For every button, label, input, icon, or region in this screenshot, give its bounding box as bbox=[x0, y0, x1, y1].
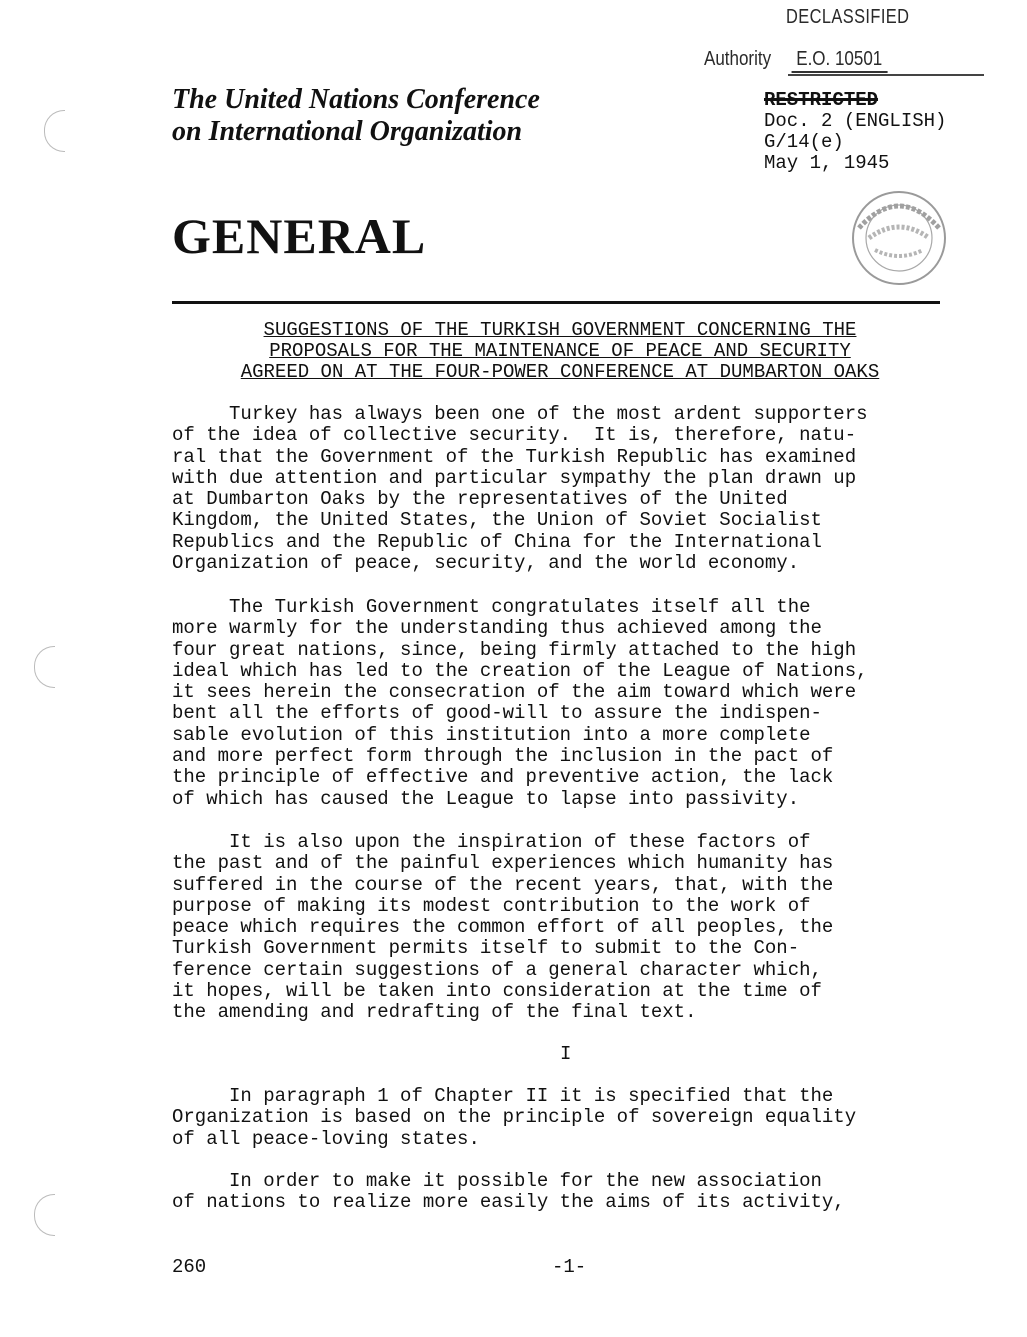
authority-label: Authority bbox=[704, 48, 772, 70]
footer-reference-number: 260 bbox=[172, 1256, 207, 1278]
authority-underline bbox=[788, 74, 984, 76]
authority-value: E.O. 10501 bbox=[791, 48, 887, 73]
binder-hole bbox=[34, 646, 55, 688]
conference-title-line2: on International Organization bbox=[172, 116, 523, 147]
document-code: G/14(e) bbox=[764, 131, 844, 153]
authority-line bbox=[704, 48, 887, 73]
conference-title bbox=[172, 84, 540, 148]
category-title: GENERAL bbox=[172, 208, 427, 264]
document-heading bbox=[160, 320, 960, 383]
conference-title-line1: The United Nations Conference bbox=[172, 84, 540, 115]
paragraph-5: In order to make it possible for the new association of nations to realize more easily the aims of its activity, bbox=[172, 1170, 845, 1214]
paragraph-4: In paragraph 1 of Chapter II it is specified that the Organization is based on the principle of sovereign equality of all peace-loving states. bbox=[172, 1085, 857, 1150]
binder-hole bbox=[44, 110, 65, 152]
page-number: -1- bbox=[552, 1256, 587, 1278]
archive-stamp bbox=[849, 188, 949, 288]
paragraph-1: Turkey has always been one of the most ardent supporters of the idea of collective security. It is, therefore, natu- ral that the Government of the Turkish Republic has examined with due attention and particular sympathy the plan drawn up at Dumbarton Oaks by the representatives of the United Kingdom, the United States, the Union of Soviet Socialist Republics and the Republic of China for the International Organization of peace, security, and the world economy. bbox=[172, 403, 868, 575]
declassified-stamp: DECLASSIFIED bbox=[786, 6, 910, 28]
binder-hole bbox=[34, 1194, 55, 1236]
paragraph-3: It is also upon the inspiration of these factors of the past and of the painful experiences which humanity has suffered in the course of the recent years, that, with the purpose of making its modest contribution to the work of peace which requires the common effort of all peoples, the Turkish Government permits itself to submit to the Con- ference certain suggestions of a general character which, it hopes, will be taken into consideration at the time of the amending and redrafting of the final text. bbox=[172, 831, 834, 1024]
heading-line2: PROPOSALS FOR THE MAINTENANCE OF PEACE AND SECURITY bbox=[269, 340, 851, 362]
document-date: May 1, 1945 bbox=[764, 152, 890, 174]
heading-line3: AGREED ON AT THE FOUR-POWER CONFERENCE AT DUMBARTON OAKS bbox=[240, 361, 880, 383]
section-number: I bbox=[560, 1043, 572, 1065]
heading-line1: SUGGESTIONS OF THE TURKISH GOVERNMENT CONCERNING THE bbox=[263, 319, 857, 341]
header-rule bbox=[172, 301, 940, 304]
document-info bbox=[764, 90, 946, 174]
document-number: Doc. 2 (ENGLISH) bbox=[764, 110, 947, 132]
restricted-label: RESTRICTED bbox=[764, 89, 879, 111]
paragraph-2: The Turkish Government congratulates itself all the more warmly for the understanding thus achieved among the four great nations, since, being firmly attached to the high ideal which has led to the creation of the League of Nations, it sees herein the consecration of the aim toward which were bent all the efforts of good-will to assure the indispen- sable evolution of this institution into a more complete and more perfect form through the inclusion in the pact of the principle of effective and preventive action, the lack of which has caused the League to lapse into passivity. bbox=[172, 596, 868, 810]
